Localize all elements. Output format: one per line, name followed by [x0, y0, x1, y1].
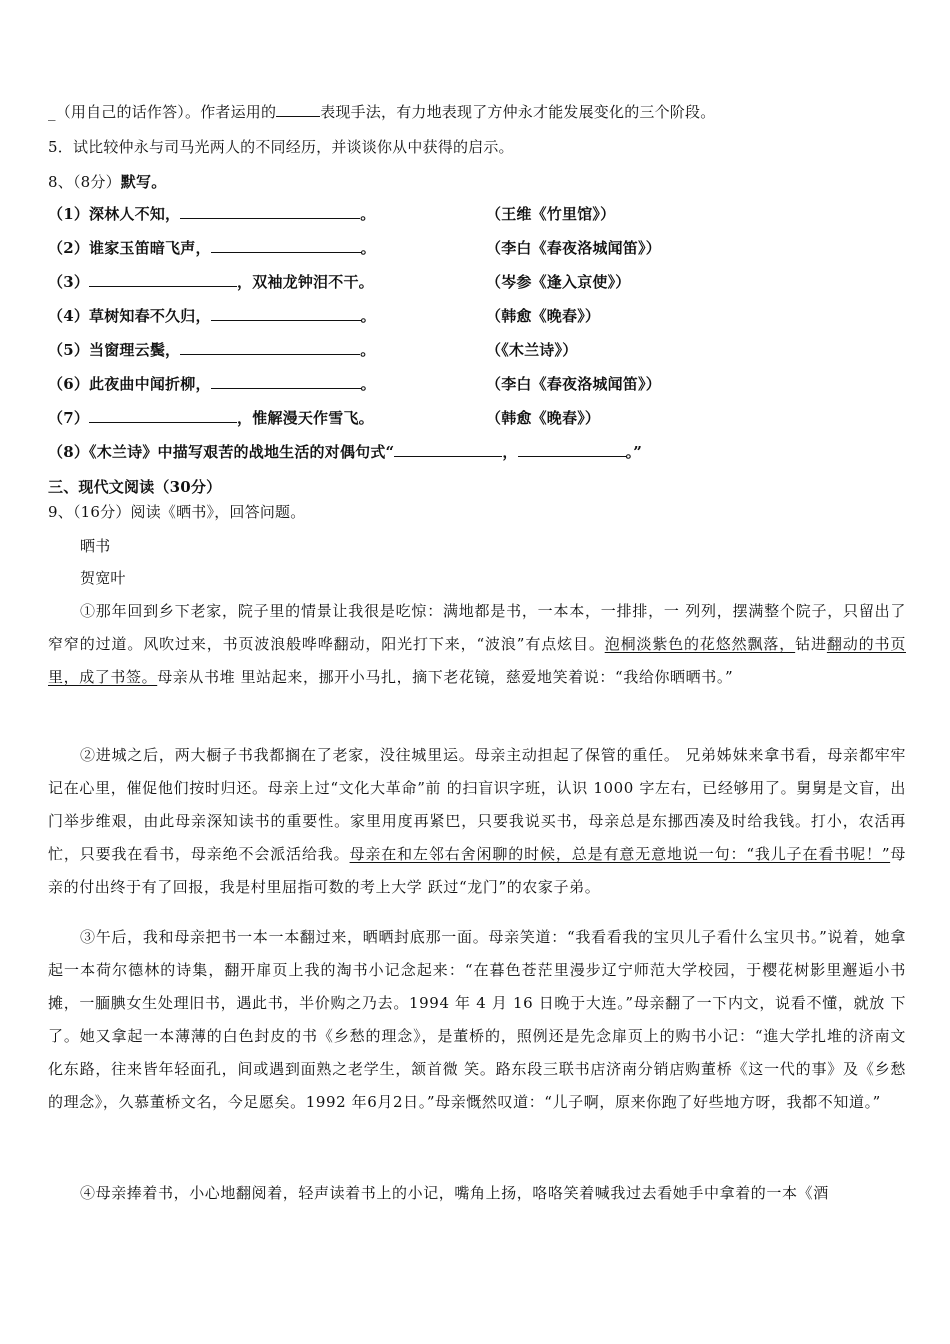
- dictation-prompt: （1）深林人不知，: [48, 205, 181, 223]
- answer-blank[interactable]: [89, 272, 237, 287]
- dictation-prompt: （5）当窗理云鬓，: [48, 341, 181, 359]
- dictation-item-4: [48, 306, 908, 326]
- dictation-punct: 。: [360, 239, 376, 257]
- dictation-item-5: [48, 340, 908, 360]
- dictation-punct: ，: [502, 443, 518, 461]
- dictation-punct: ，惟解漫天作雪飞。: [237, 409, 374, 427]
- dictation-item-1: [48, 204, 908, 224]
- answer-blank[interactable]: [211, 238, 361, 253]
- article-paragraph-2: [48, 739, 906, 904]
- underlined-text: 翻动的书页里，成了书签。: [48, 635, 906, 686]
- section-3-heading: 三、现代文阅读（30分）: [48, 478, 222, 496]
- q4-tail-rest: 表现手法，有力地表现了方仲永才能发展变化的三个阶段。: [320, 103, 716, 121]
- dictation-item-3: [48, 272, 908, 292]
- dictation-punct: 。: [360, 205, 376, 223]
- dictation-punct: ，双袖龙钟泪不干。: [237, 273, 374, 291]
- answer-blank[interactable]: [89, 408, 237, 423]
- dictation-punct: 。: [360, 307, 376, 325]
- underlined-text: 母亲在和左邻右舍闲聊的时候，总是有意无意地说一句：“我儿子在看书呢！”: [349, 845, 891, 863]
- answer-blank[interactable]: [180, 340, 360, 355]
- question-5: 5．试比较仲永与司马光两人的不同经历，并谈谈你从中获得的启示。: [48, 138, 514, 156]
- question-8-prefix: 8、（8分）: [48, 173, 121, 191]
- paragraph-text: 母亲的付出终于有了回报，我是村里屈指可数的考上大学 跃过“龙门”的农家子弟。: [48, 845, 906, 896]
- dictation-source: （韩愈《晚春》）: [486, 409, 601, 427]
- dictation-source: （李白《春夜洛城闻笛》）: [486, 375, 661, 393]
- dictation-prompt: （8）《木兰诗》中描写艰苦的战地生活的对偶句式“: [48, 443, 395, 461]
- article-title: 晒书: [80, 537, 111, 555]
- question-9: 9、（16分）阅读《晒书》，回答问题。: [48, 503, 306, 521]
- dictation-prompt: （2）谁家玉笛暗飞声，: [48, 239, 211, 257]
- article-paragraph-1: [48, 595, 906, 694]
- answer-blank[interactable]: [211, 374, 361, 389]
- article-paragraph-4: ④母亲捧着书，小心地翻阅着，轻声读着书上的小记，嘴角上扬，咯咯笑着喊我过去看她手中拿着的一本《酒: [80, 1184, 829, 1202]
- answer-blank[interactable]: [518, 442, 626, 457]
- q4-tail-line: [48, 102, 715, 122]
- question-8-heading: [48, 172, 166, 192]
- dictation-source: （岑参《逢入京使》）: [486, 273, 631, 291]
- dictation-item-2: [48, 238, 908, 258]
- dictation-source: （韩愈《晚春》）: [486, 307, 601, 325]
- dictation-prompt: （4）草树知春不久归，: [48, 307, 211, 325]
- paragraph-text: 钻进: [795, 635, 827, 653]
- dictation-punct: 。: [360, 375, 376, 393]
- paragraph-text: ①那年回到乡下老家，院子里的情景让我很是吃惊：满地都是书，一本本，一排排，一 列列，摆满整个院子，只留出了窄窄的过道。风吹过来，书页波浪般哗哗翻动，阳光打下来，“波浪”有点炫目。: [48, 602, 906, 653]
- dictation-prompt: （7）: [48, 409, 90, 427]
- underlined-text: 泡桐淡紫色的花悠然飘落，: [604, 635, 796, 653]
- q4-tail-lead: _（用自己的话作答）。作者运用的: [48, 103, 277, 121]
- dictation-prompt: （6）此夜曲中闻折柳，: [48, 375, 211, 393]
- dictation-punct: 。: [360, 341, 376, 359]
- answer-blank[interactable]: [276, 102, 320, 117]
- article-paragraph-3: ③午后，我和母亲把书一本一本翻过来，晒晒封底那一面。母亲笑道：“我看看我的宝贝儿子看什么宝贝书。”说着，她拿起一本荷尔德林的诗集，翻开扉页上我的淘书小记念起来：“在暮色苍茫里漫步辽宁师范大学校园，于樱花树影里邂逅小书摊，一腼腆女生处理旧书，遇此书，半价购之乃去。1994 年 4 月 16 日晚于大连。”母亲翻了一下内文，说看不懂，就放 下了。她又拿起一本薄薄的白色封皮的书《乡愁的理念》，是董桥的，照例还是先念扉页上的购书小记：“進大学扎堆的济南文化东路，往来皆年轻面孔，间或遇到面熟之老学生，颔首微 笑。路东段三联书店济南分销店购董桥《这一代的事》及《乡愁的理念》，久慕董桥文名，今足愿矣。1992 年6月2日。”母亲慨然叹道：“儿子啊，原来你跑了好些地方呀，我都不知道。”: [48, 928, 906, 1111]
- dictation-punct: 。”: [625, 443, 643, 461]
- dictation-source: （王维《竹里馆》）: [486, 205, 616, 223]
- dictation-source: （李白《春夜洛城闻笛》）: [486, 239, 661, 257]
- dictation-prompt: （3）: [48, 273, 90, 291]
- answer-blank[interactable]: [211, 306, 361, 321]
- answer-blank[interactable]: [394, 442, 502, 457]
- dictation-source: （《木兰诗》）: [486, 341, 578, 359]
- paragraph-text: 母亲从书堆 里站起来，挪开小马扎，摘下老花镜，慈爱地笑着说：“我给你晒晒书。”: [157, 668, 734, 686]
- paragraph-text: ②进城之后，两大橱子书我都搁在了老家，没往城里运。母亲主动担起了保管的重任。 兄弟姊妹来拿书看，母亲都牢牢记在心里，催促他们按时归还。母亲上过“文化大革命”前 的扫盲识字班，认识 1000 字左右，已经够用了。舅舅是文盲，出门举步维艰，由此母亲深知读书的重要性。家里用度再紧巴，只要我说买书，母亲总是东挪西凑及时给我钱。打小，农活再忙，只要我在看书，母亲绝不会派活给我。: [48, 746, 906, 863]
- answer-blank[interactable]: [180, 204, 360, 219]
- article-author: 贺宽叶: [80, 569, 126, 587]
- dictation-item-7: [48, 408, 908, 428]
- dictation-item-6: [48, 374, 908, 394]
- dictation-item-8: [48, 442, 642, 462]
- question-8-title: 默写。: [120, 173, 167, 191]
